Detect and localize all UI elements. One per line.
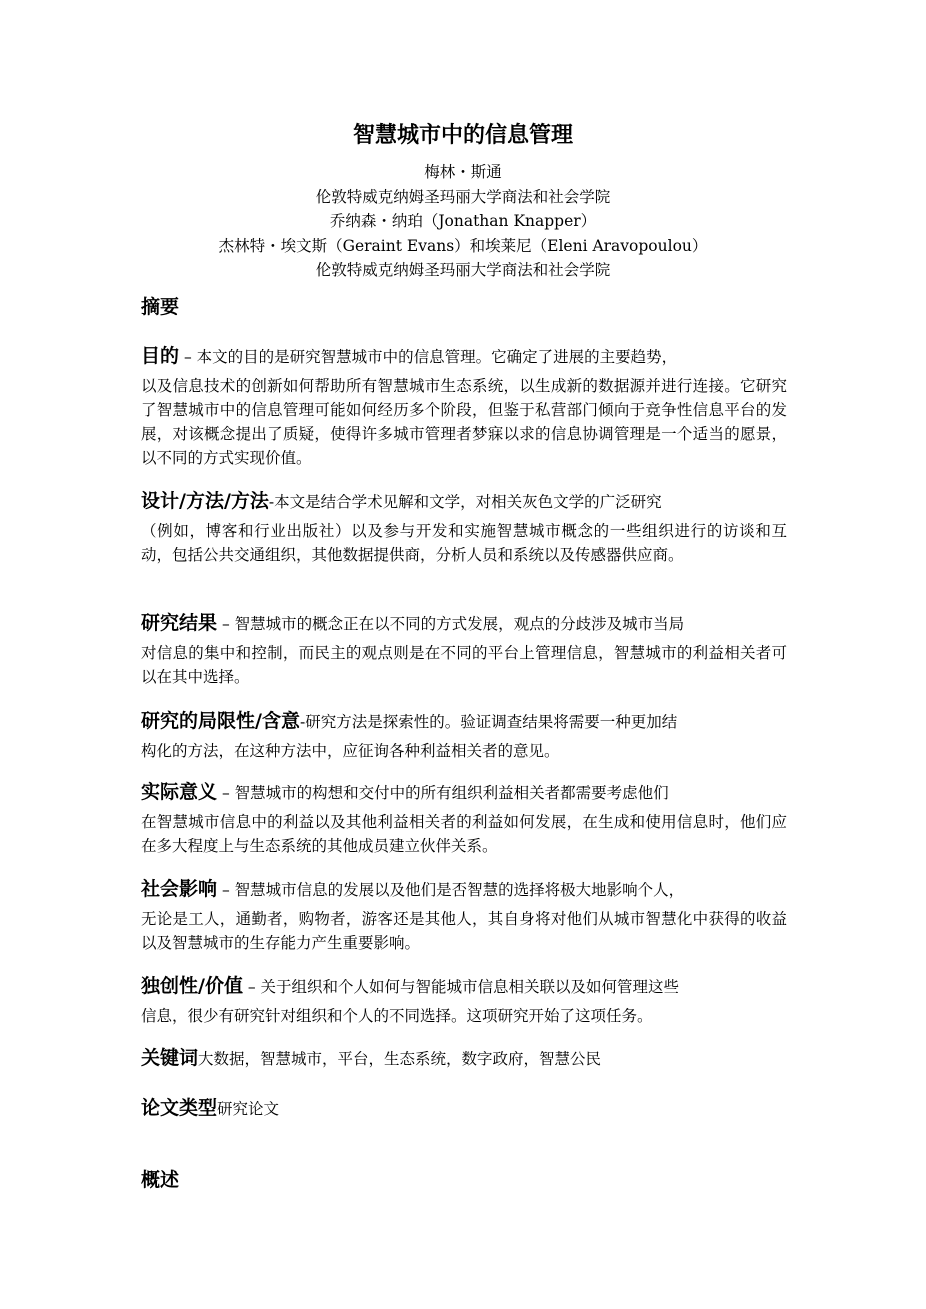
affiliation-line: 伦敦特威克纳姆圣玛丽大学商法和社会学院 [315,261,611,279]
section-text: 无论是工人，通勤者，购物者，游客还是其他人，其自身将对他们从城市智慧化中获得的收益以及智慧城市的生存能力产生重要影响。 [141,910,787,952]
abstract-design [141,485,787,567]
affiliation-line: 伦敦特威克纳姆圣玛丽大学商法和社会学院 [315,187,611,206]
section-text: 以及信息技术的创新如何帮助所有智慧城市生态系统，以生成新的数据源并进行连接。它研究了智慧城市中的信息管理可能如何经历多个阶段，但鉴于私营部门倾向于竞争性信息平台的发展，对该概念提出了质疑，使得许多城市管理者梦寐以求的信息协调管理是一个适当的愿景，以不同的方式实现价值。 [141,377,787,467]
section-text: – 智慧城市的构想和交付中的所有组织利益相关者都需要考虑他们 [217,784,669,802]
section-text: 对信息的集中和控制，而民主的观点则是在不同的平台上管理信息，智慧城市的利益相关者可以在其中选择。 [141,644,787,686]
abstract-social [141,873,787,955]
abstract-purpose [141,340,787,470]
section-label: 设计/方法/方法 [141,490,269,512]
paper-title: 智慧城市中的信息管理 [352,123,573,148]
section-text: -本文是结合学术见解和文学，对相关灰色文学的广泛研究 [268,493,662,511]
author-line: 乔纳森・纳珀（Jonathan Knapper） [329,212,597,230]
section-text: （例如，博客和行业出版社）以及参与开发和实施智慧城市概念的一些组织进行的访谈和互动，包括公共交通组织，其他数据提供商，分析人员和系统以及传感器供应商。 [141,522,787,564]
abstract-limitations [141,705,787,763]
section-text: 信息，很少有研究针对组织和个人的不同选择。这项研究开始了这项任务。 [141,1007,653,1025]
section-text: – 关于组织和个人如何与智能城市信息相关联以及如何管理这些 [242,978,680,996]
section-text: -研究方法是探索性的。验证调查结果将需要一种更加结 [299,713,678,731]
section-label: 独创性/价值 [141,975,243,997]
keywords [141,1045,601,1072]
abstract-practical [141,776,787,858]
section-text: 在智慧城市信息中的利益以及其他利益相关者的利益如何发展，在生成和使用信息时，他们应在多大程度上与生态系统的其他成员建立伙伴关系。 [141,813,787,855]
author-block [0,160,926,283]
paper-type [141,1095,279,1122]
section-text: – 智慧城市信息的发展以及他们是否智慧的选择将极大地影响个人， [217,881,685,899]
abstract-heading: 摘要 [141,296,180,318]
paper-type-label: 论文类型 [141,1097,218,1119]
paper-type-text: 研究论文 [217,1100,280,1118]
abstract-findings [141,607,787,689]
keywords-label: 关键词 [141,1047,199,1069]
section-label: 研究结果 [141,612,218,634]
section-text: – 智慧城市的概念正在以不同的方式发展，观点的分歧涉及城市当局 [217,615,685,633]
section-text: 构化的方法，在这种方法中，应征询各种利益相关者的意见。 [141,742,560,760]
abstract-originality [141,970,787,1028]
author-line: 杰林特・埃文斯（Geraint Evans）和埃莱尼（Eleni Aravopoulou） [218,236,708,255]
section-text: – 本文的目的是研究智慧城市中的信息管理。它确定了进展的主要趋势， [179,348,678,366]
section-label: 实际意义 [141,781,218,803]
section-label: 社会影响 [141,878,218,900]
keywords-text: 大数据，智慧城市，平台，生态系统，数字政府，智慧公民 [198,1050,602,1068]
author-line: 梅林・斯通 [424,163,502,181]
section-label: 目的 [141,345,180,367]
overview-heading: 概述 [141,1169,180,1191]
section-label: 研究的局限性/含意 [141,710,300,732]
